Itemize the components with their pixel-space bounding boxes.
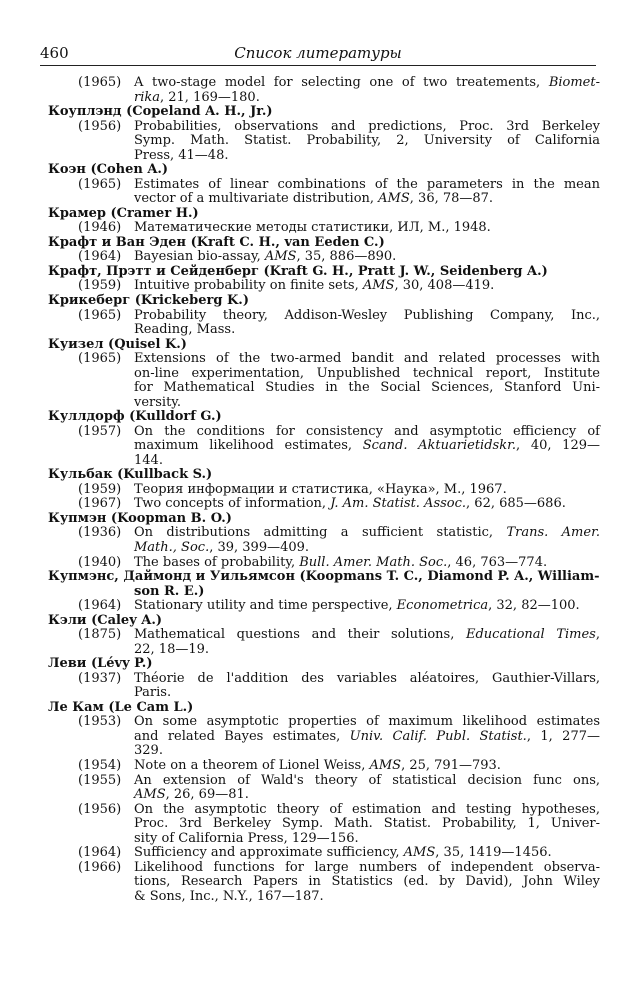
reference-text: [134, 323, 235, 338]
citation-segment: versity.: [134, 394, 182, 410]
reference-text: [134, 846, 552, 861]
reference-year: (1936): [78, 525, 122, 541]
citation-segment: , 1, 277—: [526, 728, 600, 744]
reference-text: [134, 628, 600, 643]
citation-segment: and related Bayes estimates,: [134, 728, 350, 744]
citation-italic-segment: Bull. Amer. Math. Soc.: [299, 554, 448, 570]
citation-segment: , 25, 791—793.: [401, 757, 501, 773]
author-heading: [48, 512, 600, 527]
citation-segment: on-line experimentation, Unpublished technical report, Institute: [134, 365, 600, 381]
reference-text: [134, 149, 228, 164]
running-title: Список литературы: [234, 44, 402, 62]
citation-segment: ,: [595, 627, 600, 643]
citation-segment: maximum likelihood estimates,: [134, 438, 363, 454]
citation-italic-segment: Univ. Calif. Publ. Statist.: [349, 728, 527, 744]
author-name: Кэли (Caley A.): [48, 612, 163, 628]
reference-entry: [48, 250, 600, 265]
reference-text: [134, 134, 600, 149]
reference-continuation: [48, 396, 600, 411]
reference-year: (1957): [78, 423, 122, 439]
citation-segment: Press, 41—48.: [134, 147, 229, 163]
reference-text: [134, 279, 494, 294]
citation-segment: Sufficiency and approximate sufficiency,: [134, 845, 404, 861]
reference-entry: [48, 425, 600, 440]
author-name: son R. E.): [134, 583, 205, 599]
citation-segment: The bases of probability,: [134, 554, 300, 570]
citation-italic-segment: Scand. Aktuarietidskr.: [362, 438, 517, 454]
reference-entry: [48, 861, 600, 876]
reference-text: [134, 744, 163, 759]
reference-text: [134, 672, 600, 687]
reference-entry: [48, 672, 600, 687]
reference-entry: [48, 556, 600, 571]
citation-segment: Bayesian bio-assay,: [134, 249, 265, 265]
reference-entry: [48, 846, 600, 861]
reference-text: [134, 875, 600, 890]
bibliography-list: [48, 76, 600, 904]
reference-continuation: [48, 686, 600, 701]
page-header: [40, 42, 596, 66]
author-name: Коуплэнд (Copeland A. H., Jr.): [48, 104, 273, 120]
page-number: 460: [40, 44, 69, 62]
citation-segment: On distributions admitting a sufficient statistic,: [134, 525, 507, 541]
reference-entry: [48, 759, 600, 774]
author-heading: [48, 657, 600, 672]
citation-italic-segment: Educational Times: [466, 627, 596, 643]
reference-text: [134, 643, 209, 658]
citation-segment: Математические методы статистики, ИЛ, М., 1948.: [134, 220, 491, 236]
reference-year: (1940): [78, 554, 122, 570]
author-name: Коэн (Cohen A.): [48, 162, 169, 178]
reference-text: [134, 730, 600, 745]
reference-text: [134, 352, 600, 367]
reference-entry: [48, 352, 600, 367]
author-heading: [48, 105, 600, 120]
reference-text: [134, 890, 324, 905]
citation-segment: , 30, 408—419.: [394, 278, 495, 294]
reference-continuation: [48, 643, 600, 658]
reference-year: (1965): [78, 307, 122, 323]
reference-year: (1965): [78, 351, 122, 367]
citation-italic-segment: AMS: [369, 757, 402, 773]
citation-italic-segment: Biomet-: [548, 75, 600, 90]
reference-year: (1954): [78, 757, 122, 773]
citation-segment: Paris.: [134, 685, 172, 701]
reference-text: [134, 497, 566, 512]
citation-italic-segment: AMS: [378, 191, 410, 207]
citation-segment: An extension of Wald's theory of statistical decision func ons,: [134, 772, 600, 788]
reference-text: [134, 250, 396, 265]
reference-entry: [48, 715, 600, 730]
citation-segment: , 32, 82—100.: [488, 598, 580, 614]
citation-segment: 144.: [134, 452, 163, 468]
author-heading: [48, 207, 600, 222]
citation-segment: Likelihood functions for large numbers of independent observa-: [134, 859, 600, 875]
citation-segment: , 36, 78—87.: [409, 191, 494, 207]
citation-segment: Intuitive probability on finite sets,: [134, 278, 363, 294]
header-rule: [40, 65, 596, 66]
citation-segment: Mathematical questions and their solutions,: [134, 627, 466, 643]
reference-entry: [48, 76, 600, 91]
reference-year: (1956): [78, 801, 122, 817]
reference-text: [134, 759, 501, 774]
citation-segment: , 35, 1419—1456.: [435, 845, 552, 861]
reference-continuation: [48, 439, 600, 454]
reference-text: [134, 788, 249, 803]
reference-entry: [48, 483, 600, 498]
reference-entry: [48, 279, 600, 294]
reference-continuation: [48, 817, 600, 832]
reference-continuation: [48, 541, 600, 556]
reference-text: [134, 192, 493, 207]
reference-text: [134, 556, 547, 571]
reference-text: [134, 178, 600, 193]
reference-year: (1937): [78, 670, 122, 686]
author-name: Купмэн (Koopman B. O.): [48, 510, 232, 526]
reference-entry: [48, 526, 600, 541]
reference-text: [134, 803, 600, 818]
reference-text: [134, 221, 491, 236]
reference-text: [134, 454, 163, 469]
reference-text: [134, 832, 359, 847]
citation-italic-segment: AMS: [134, 787, 166, 803]
citation-segment: & Sons, Inc., N.Y., 167—187.: [134, 888, 324, 904]
reference-entry: [48, 628, 600, 643]
reference-continuation: [48, 832, 600, 847]
citation-italic-segment: rika: [134, 89, 160, 105]
citation-segment: for Mathematical Studies in the Social Sciences, Stanford Uni-: [134, 380, 600, 396]
reference-year: (1966): [78, 859, 122, 875]
reference-year: (1959): [78, 278, 122, 294]
reference-continuation: [48, 454, 600, 469]
citation-italic-segment: AMS: [362, 278, 395, 294]
reference-entry: [48, 497, 600, 512]
reference-text: [134, 526, 600, 541]
reference-entry: [48, 178, 600, 193]
reference-entry: [48, 774, 600, 789]
reference-text: [134, 76, 600, 91]
author-name: Крикеберг (Krickeberg K.): [48, 292, 249, 308]
citation-segment: vector of a multivariate distribution,: [134, 191, 379, 207]
reference-continuation: [48, 875, 600, 890]
citation-segment: Note on a theorem of Lionel Weiss,: [134, 757, 370, 773]
author-heading: [48, 338, 600, 353]
reference-text: [134, 774, 600, 789]
reference-text: [134, 120, 600, 135]
citation-segment: Proc. 3rd Berkeley Symp. Math. Statist. Probability, 1, Univer-: [134, 816, 600, 832]
author-heading: [48, 468, 600, 483]
reference-continuation: [48, 134, 600, 149]
reference-year: (1964): [78, 845, 122, 861]
author-heading: [48, 236, 600, 251]
reference-entry: [48, 803, 600, 818]
reference-continuation: [48, 890, 600, 905]
citation-segment: 329.: [134, 743, 163, 759]
reference-text: [134, 425, 600, 440]
citation-segment: , 35, 886—890.: [296, 249, 397, 265]
reference-year: (1946): [78, 220, 122, 236]
reference-text: [134, 861, 600, 876]
reference-text: [134, 483, 507, 498]
reference-entry: [48, 120, 600, 135]
reference-text: [134, 599, 580, 614]
author-name: Купмэнс, Даймонд и Уильямсон (Koopmans T. C., Diamond P. A., William-: [48, 569, 600, 585]
reference-continuation: [48, 367, 600, 382]
citation-italic-segment: Trans. Amer.: [506, 525, 600, 541]
citation-segment: Теория информации и статистика, «Наука», М., 1967.: [134, 481, 507, 497]
author-heading: [48, 294, 600, 309]
citation-italic-segment: AMS: [403, 845, 436, 861]
author-heading: [48, 265, 600, 280]
citation-segment: On some asymptotic properties of maximum likelihood estimates: [134, 714, 600, 730]
reference-text: [134, 686, 171, 701]
reference-year: (1965): [78, 176, 122, 192]
citation-segment: Symp. Math. Statist. Probability, 2, University of California: [134, 133, 600, 149]
citation-segment: Two concepts of information,: [134, 496, 331, 512]
reference-year: (1875): [78, 627, 122, 643]
citation-segment: sity of California Press, 129—156.: [134, 830, 359, 846]
author-name: Куизел (Quisel K.): [48, 336, 187, 352]
author-heading: [48, 570, 600, 585]
reference-year: (1953): [78, 714, 122, 730]
reference-continuation: [48, 91, 600, 106]
reference-year: (1956): [78, 118, 122, 134]
author-heading: [48, 410, 600, 425]
citation-segment: , 62, 685—686.: [466, 496, 566, 512]
citation-italic-segment: Econometrica: [396, 598, 489, 614]
reference-year: (1964): [78, 249, 122, 265]
citation-segment: A two-stage model for selecting one of two treatements,: [134, 75, 549, 90]
citation-segment: Probability theory, Addison-Wesley Publishing Company, Inc.,: [134, 307, 600, 323]
author-name: Леви (Lévy P.): [48, 656, 153, 672]
author-name: Куллдорф (Kulldorf G.): [48, 409, 222, 425]
citation-segment: On the asymptotic theory of estimation and testing hypotheses,: [134, 801, 600, 817]
citation-segment: tions, Research Papers in Statistics (ed. by David), John Wiley: [134, 874, 600, 890]
citation-segment: , 46, 763—774.: [447, 554, 548, 570]
citation-segment: , 21, 169—180.: [160, 89, 260, 105]
reference-entry: [48, 599, 600, 614]
citation-segment: Extensions of the two-armed bandit and related processes with: [134, 351, 600, 367]
reference-entry: [48, 221, 600, 236]
reference-year: (1955): [78, 772, 122, 788]
reference-text: [134, 439, 600, 454]
reference-year: (1965): [78, 75, 122, 90]
reference-text: [134, 541, 309, 556]
reference-text: [134, 367, 600, 382]
citation-segment: , 40, 129—: [516, 438, 600, 454]
reference-continuation: [48, 744, 600, 759]
citation-segment: Théorie de l'addition des variables aléatoires, Gauthier-Villars,: [134, 670, 600, 686]
citation-segment: Estimates of linear combinations of the parameters in the mean: [134, 176, 600, 192]
reference-continuation: [48, 730, 600, 745]
author-heading: [48, 701, 600, 716]
reference-continuation: [48, 192, 600, 207]
reference-year: (1959): [78, 481, 122, 497]
reference-year: (1967): [78, 496, 122, 512]
reference-text: [134, 91, 260, 106]
author-name: Кульбак (Kullback S.): [48, 467, 213, 483]
citation-segment: Reading, Mass.: [134, 322, 236, 338]
reference-text: [134, 309, 600, 324]
citation-segment: , 26, 69—81.: [165, 787, 249, 803]
citation-segment: On the conditions for consistency and asymptotic efficiency of: [134, 423, 600, 439]
author-heading: [48, 614, 600, 629]
reference-text: [134, 381, 600, 396]
citation-italic-segment: Math., Soc.: [134, 540, 210, 555]
author-name: Крафт и Ван Эден (Kraft C. H., van Eeden C.): [48, 234, 385, 250]
citation-segment: , 39, 399—409.: [209, 540, 310, 555]
author-name: Крафт, Прэтт и Сейденберг (Kraft G. H., Pratt J. W., Seidenberg A.): [48, 263, 548, 279]
reference-text: [134, 715, 600, 730]
reference-entry: [48, 309, 600, 324]
reference-continuation: [48, 381, 600, 396]
reference-text: [134, 396, 181, 411]
author-heading: [48, 163, 600, 178]
reference-continuation: [48, 323, 600, 338]
reference-text: [134, 817, 600, 832]
author-name: Крамер (Cramer H.): [48, 205, 199, 221]
citation-italic-segment: J. Am. Statist. Assoc.: [330, 496, 467, 512]
reference-continuation: [48, 788, 600, 803]
reference-year: (1964): [78, 598, 122, 614]
citation-italic-segment: AMS: [264, 249, 297, 265]
citation-segment: Probabilities, observations and predictions, Proc. 3rd Berkeley: [134, 118, 600, 134]
citation-segment: Stationary utility and time perspective,: [134, 598, 397, 614]
author-name: Ле Кам (Le Cam L.): [48, 699, 194, 715]
author-heading-continued: [48, 585, 600, 600]
citation-segment: 22, 18—19.: [134, 641, 210, 657]
reference-continuation: [48, 149, 600, 164]
